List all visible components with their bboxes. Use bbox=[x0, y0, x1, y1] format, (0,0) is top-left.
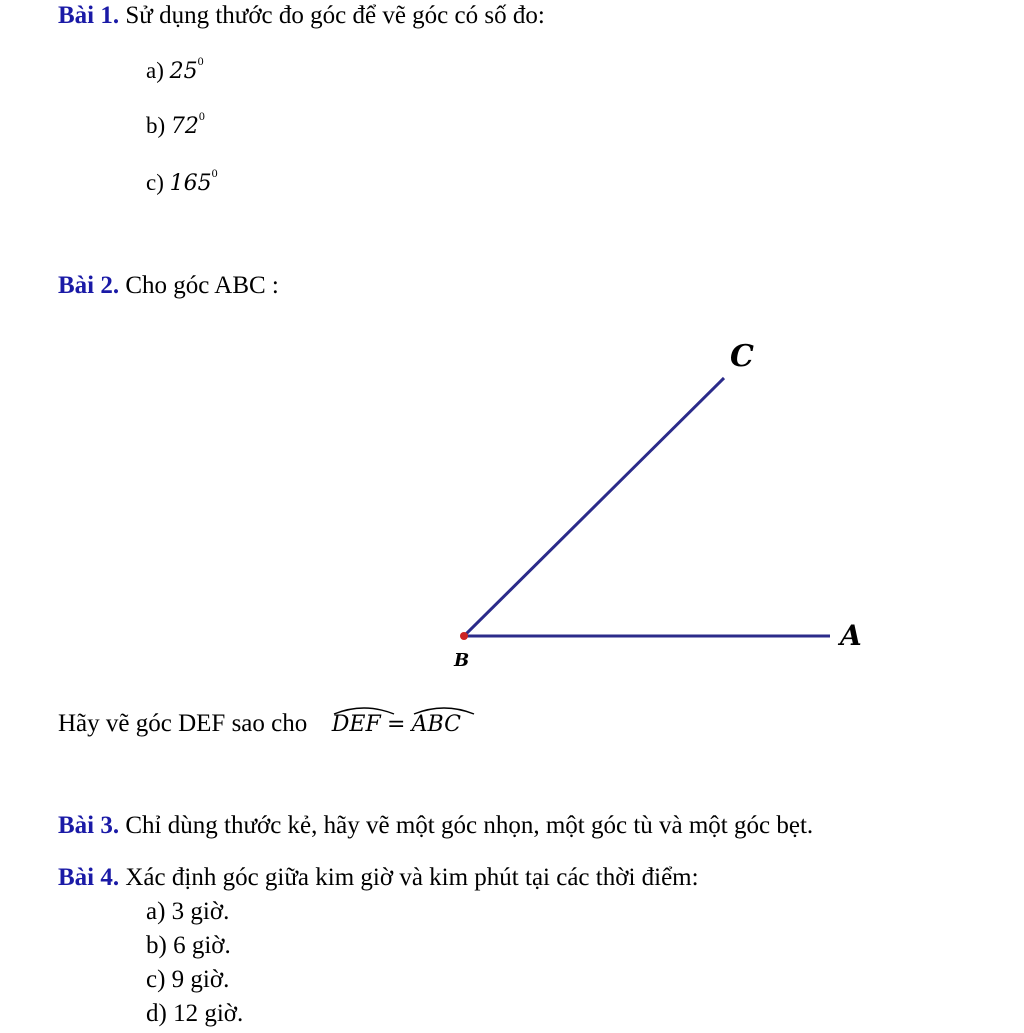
bai1-label: Bài 1. bbox=[58, 2, 120, 29]
bai3-label: Bài 3. bbox=[58, 812, 120, 839]
bai4-label: Bài 4. bbox=[58, 864, 120, 891]
degree-sign: 0 bbox=[197, 54, 204, 68]
bai2-label: Bài 2. bbox=[58, 272, 120, 299]
label-a: A bbox=[840, 619, 862, 652]
bai3-heading bbox=[58, 812, 813, 840]
bai4-item-c: c) 9 giờ. bbox=[146, 966, 230, 993]
angle-arc-icon bbox=[332, 702, 396, 716]
bai1-item-value: 72 bbox=[170, 114, 199, 139]
bai1-text: Sử dụng thước đo góc để vẽ góc có số đo: bbox=[125, 2, 545, 29]
bai4-text: Xác định góc giữa kim giờ và kim phút tại các thời điểm: bbox=[125, 864, 699, 891]
bai4-item-a: a) 3 giờ. bbox=[146, 898, 230, 925]
ray-bc bbox=[464, 378, 724, 636]
bai1-item-value: 165 bbox=[169, 171, 212, 196]
equals-sign: = bbox=[386, 712, 406, 737]
bai2-text: Cho góc ABC : bbox=[125, 272, 279, 299]
label-c: C bbox=[730, 339, 754, 374]
angle-abc-text: ABC bbox=[411, 712, 461, 737]
bai2-question bbox=[58, 710, 461, 738]
vertex-b-dot bbox=[460, 632, 468, 640]
angle-def bbox=[332, 712, 381, 737]
angle-def-text: DEF bbox=[331, 712, 381, 737]
bai4-item-d: d) 12 giờ. bbox=[146, 1000, 244, 1027]
bai1-item-value: 25 bbox=[169, 59, 198, 84]
bai1-item-letter: a) bbox=[146, 58, 164, 83]
label-b: B bbox=[454, 650, 470, 671]
angle-abc bbox=[412, 712, 461, 737]
angle-arc-icon bbox=[412, 702, 476, 716]
degree-sign: 0 bbox=[211, 166, 218, 180]
degree-sign: 0 bbox=[198, 109, 205, 123]
bai2-question-prefix: Hãy vẽ góc DEF sao cho bbox=[58, 710, 308, 737]
bai3-text: Chỉ dùng thước kẻ, hãy vẽ một góc nhọn, một góc tù và một góc bẹt. bbox=[125, 812, 814, 839]
bai4-item-b: b) 6 giờ. bbox=[146, 932, 231, 959]
bai1-item-letter: c) bbox=[146, 170, 164, 195]
bai1-item-letter: b) bbox=[146, 113, 166, 138]
bai4-heading bbox=[58, 864, 699, 892]
